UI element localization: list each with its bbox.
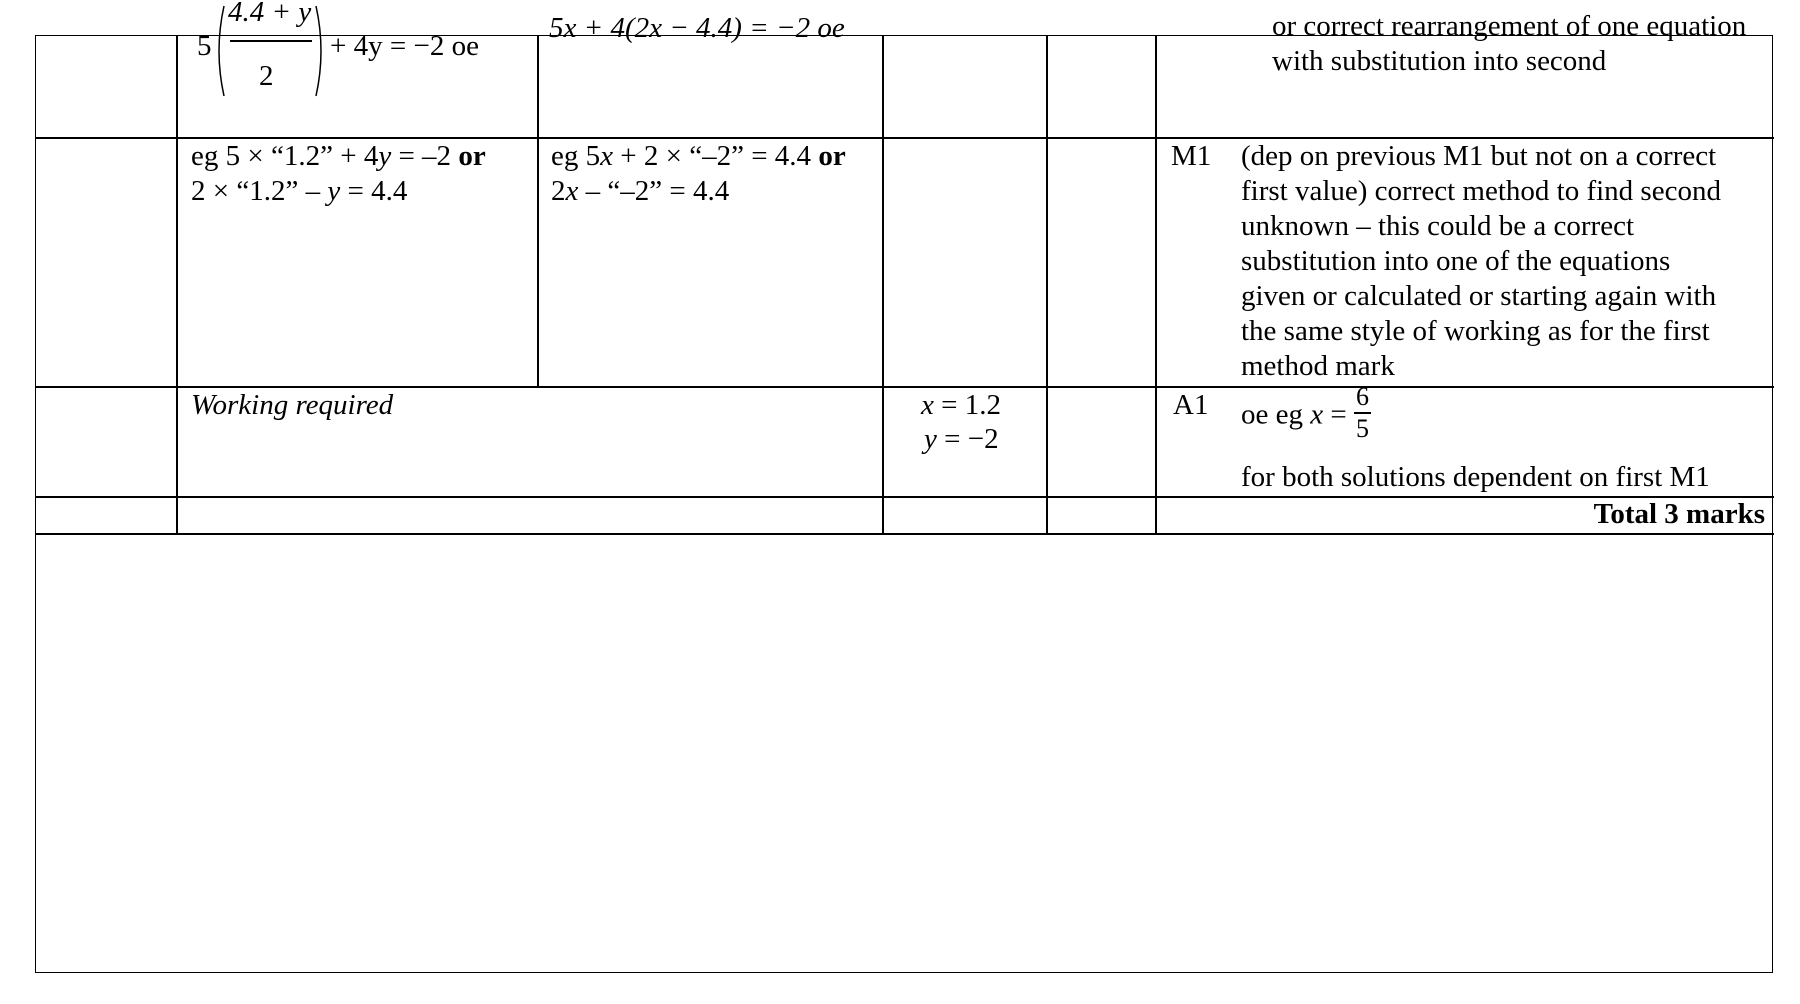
row1-working-b [539, 12, 879, 136]
text: = 1.2 [933, 389, 1001, 421]
fraction-numerator: 6 [1355, 382, 1369, 411]
row2-mark: M1 [1171, 140, 1212, 172]
text: 2 [551, 175, 566, 207]
row2-note-line: given or calculated or starting again with [1241, 280, 1717, 312]
row2-note-line: first value) correct method to find second [1241, 175, 1721, 207]
row-divider [36, 496, 1774, 498]
variable: x [600, 140, 613, 172]
row2-working-b-line1 [551, 139, 846, 174]
row2-note-line: unknown – this could be a correct [1241, 210, 1635, 242]
text: = –2 [391, 140, 459, 172]
row1-coefficient: 5 [197, 30, 212, 62]
column-divider [176, 36, 178, 533]
row1-notes [1157, 10, 1772, 136]
fraction-denominator: 5 [1355, 413, 1369, 443]
column-divider [1046, 36, 1048, 533]
row3-working: Working required [191, 389, 394, 421]
variable: y [924, 423, 937, 455]
row1-notes-line: with substitution into second [1272, 45, 1607, 77]
text: oe eg [1241, 398, 1311, 431]
or-keyword: or [458, 140, 486, 172]
row1-working-a [186, 0, 531, 136]
variable: y [378, 140, 392, 172]
variable: x [1310, 398, 1324, 431]
row1-fraction-numerator: 4.4 + y [228, 0, 312, 28]
text: = −2 [936, 423, 999, 455]
row-divider [36, 533, 1774, 535]
fraction [1354, 384, 1371, 442]
fraction-bar [230, 40, 312, 42]
row2-working-b-line2 [551, 174, 729, 209]
row1-fraction-denominator: 2 [259, 60, 274, 92]
column-divider [882, 36, 884, 533]
total-marks: Total 3 marks [1593, 498, 1765, 530]
left-paren-icon [212, 6, 226, 96]
row2-note-line: substitution into one of the equations [1241, 245, 1671, 277]
row2-note-line: method mark [1241, 350, 1395, 382]
row2-working-a-line1 [191, 139, 486, 174]
text: = 4.4 [340, 175, 408, 207]
row3-note-equation [1241, 382, 1371, 443]
variable: x [921, 389, 934, 421]
text: = [1323, 398, 1354, 431]
row1-equation-tail: + 4y = −2 oe [330, 30, 479, 62]
row3-mark: A1 [1173, 389, 1209, 421]
row3-answer-x [921, 388, 1001, 423]
text: eg 5 × “1.2” + 4 [191, 140, 379, 172]
variable: y [327, 175, 341, 207]
row3-answer-y [924, 422, 999, 457]
text: + 2 × “–2” = 4.4 [613, 140, 819, 172]
right-paren-icon [314, 6, 328, 96]
variable: x [565, 175, 579, 207]
text: eg 5 [551, 140, 601, 172]
row1-notes-top: or correct rearrangement of one equation [1272, 10, 1747, 42]
or-keyword: or [818, 140, 846, 172]
mark-scheme-table [35, 0, 1773, 973]
row2-note-line: the same style of working as for the first [1241, 315, 1710, 347]
text: – “–2” = 4.4 [578, 175, 730, 207]
text: 2 × “1.2” – [191, 175, 328, 207]
row1-alt-equation: 5x + 4(2x − 4.4) = −2 oe [549, 12, 845, 44]
row2-note-line: (dep on previous M1 but not on a correct [1241, 140, 1717, 172]
row2-working-a-line2 [191, 174, 407, 209]
row3-note-line2: for both solutions dependent on first M1 [1241, 461, 1710, 493]
